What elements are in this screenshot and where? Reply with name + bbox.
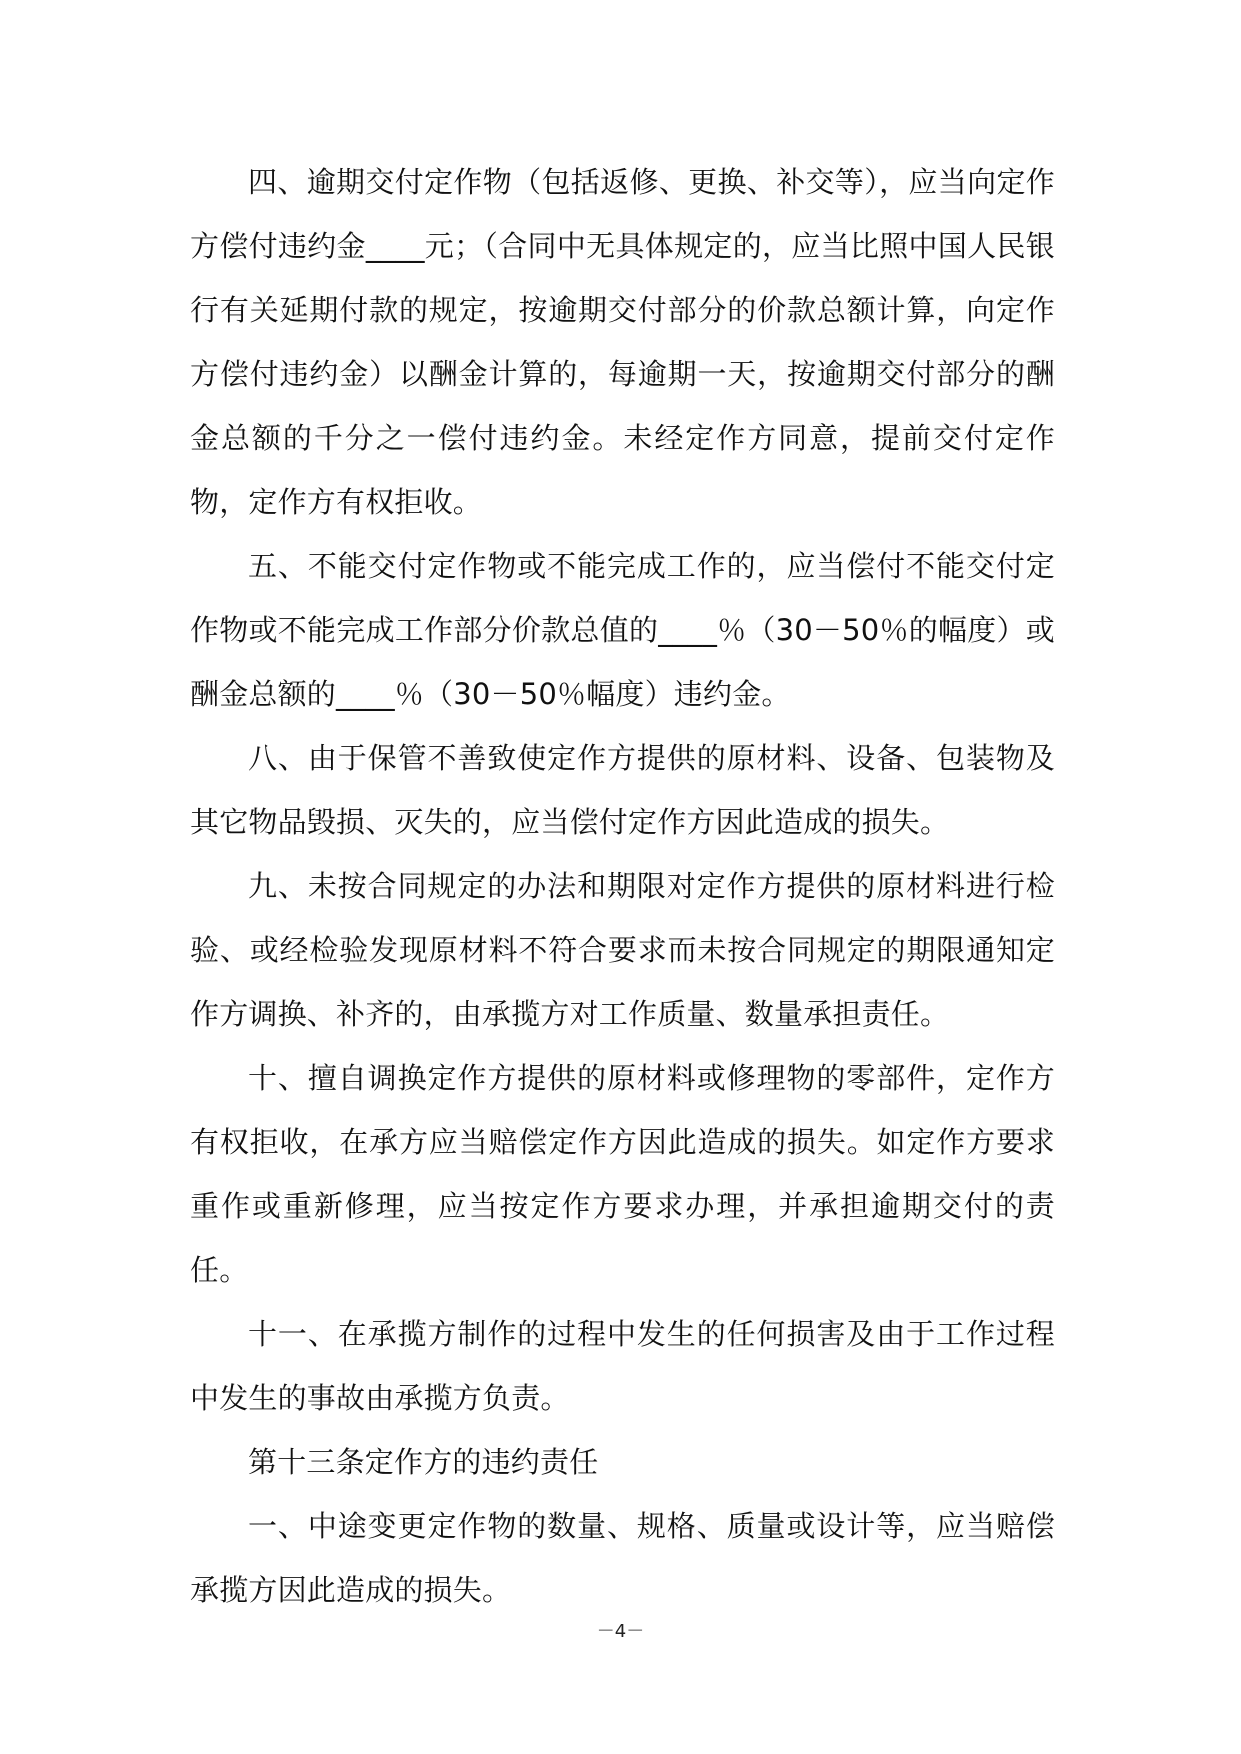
page-number: －4－ <box>596 1621 645 1642</box>
paragraph-clause-10: 十、擅自调换定作方提供的原材料或修理物的零部件，定作方有权拒收，在承方应当赔偿定作方因此造成的损失。如定作方要求重作或重新修理，应当按定作方要求办理，并承担逾期交付的责任。 <box>190 1061 1055 1287</box>
paragraph-clause-11: 十一、在承揽方制作的过程中发生的任何损害及由于工作过程中发生的事故由承揽方负责。 <box>190 1317 1055 1415</box>
paragraph-article-13-clause-1: 一、中途变更定作物的数量、规格、质量或设计等，应当赔偿承揽方因此造成的损失。 <box>190 1509 1055 1607</box>
paragraph-clause-5: 五、不能交付定作物或不能完成工作的，应当偿付不能交付定作物或不能完成工作部分价款总值的____％（30－50％的幅度）或酬金总额的____％（30－50％幅度）违约金。 <box>190 549 1055 711</box>
document-body <box>190 150 1055 1622</box>
paragraph-clause-9: 九、未按合同规定的办法和期限对定作方提供的原材料进行检验、或经检验发现原材料不符合要求而未按合同规定的期限通知定作方调换、补齐的，由承揽方对工作质量、数量承担责任。 <box>190 869 1055 1031</box>
paragraph-clause-4: 四、逾期交付定作物（包括返修、更换、补交等），应当向定作方偿付违约金____元；（合同中无具体规定的，应当比照中国人民银行有关延期付款的规定，按逾期交付部分的价款总额计算，向定作方偿付违约金）以酬金计算的，每逾期一天，按逾期交付部分的酬金总额的千分之一偿付违约金。未经定作方同意，提前交付定作物，定作方有权拒收。 <box>190 165 1055 519</box>
section-heading-article-13: 第十三条定作方的违约责任 <box>248 1445 599 1479</box>
paragraph-clause-8: 八、由于保管不善致使定作方提供的原材料、设备、包装物及其它物品毁损、灭失的，应当偿付定作方因此造成的损失。 <box>190 741 1055 839</box>
